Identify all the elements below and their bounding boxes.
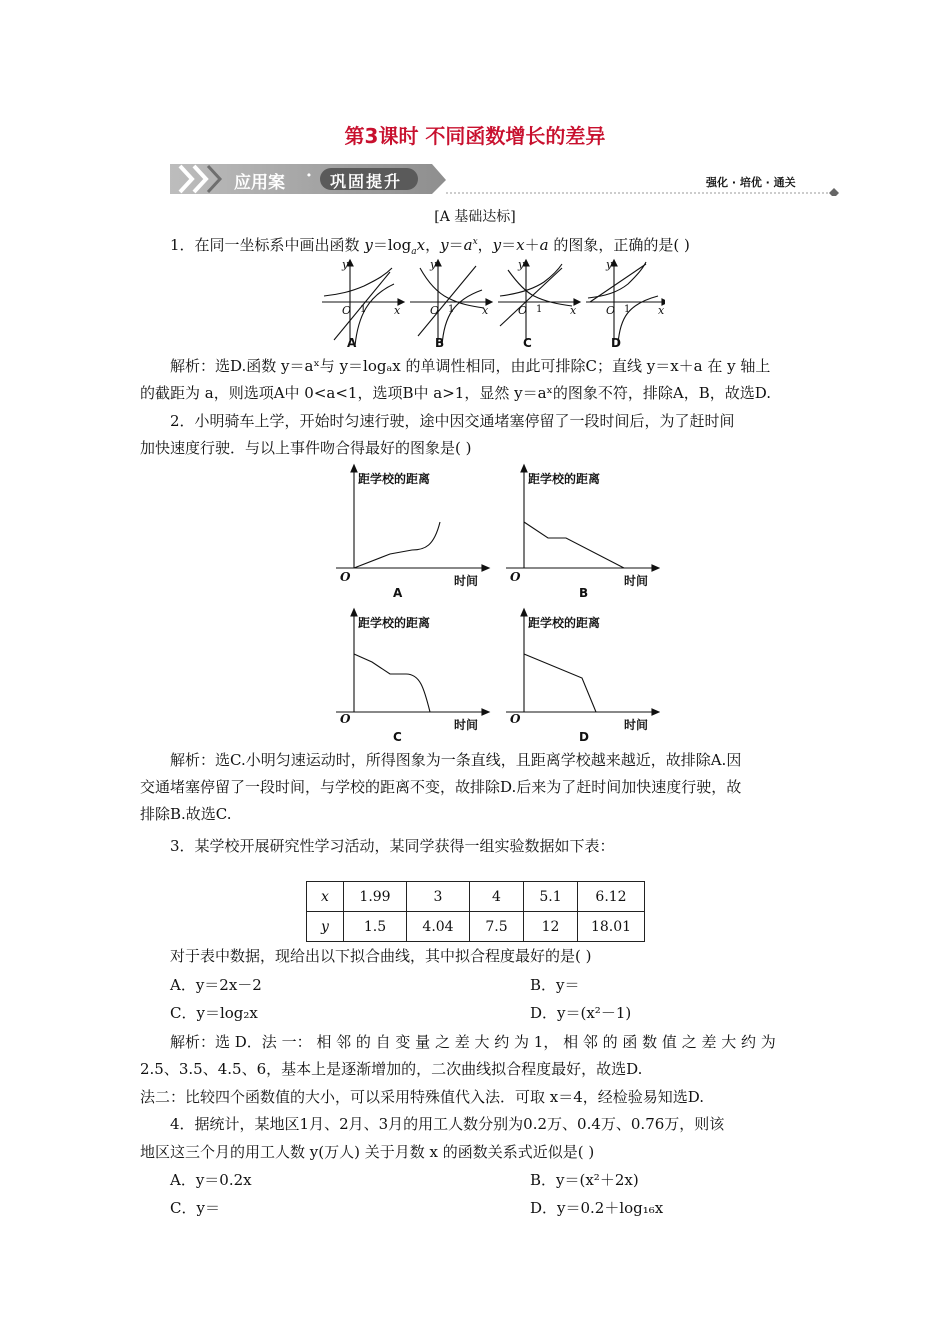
q1-var: x bbox=[516, 236, 525, 254]
q2-graphs bbox=[330, 460, 660, 750]
q4-option-d: D．y＝0.2＋log₁₆x bbox=[530, 1199, 664, 1217]
table-cell: 1.5 bbox=[344, 912, 407, 942]
q1b-y-label: y bbox=[430, 258, 437, 271]
q1-var: y bbox=[440, 236, 449, 254]
q4-option-c: C．y＝ bbox=[170, 1199, 220, 1217]
banner-left-text: 应用案 bbox=[234, 173, 285, 193]
q1-log: ＝log bbox=[372, 236, 412, 254]
q2-stem-line1: 2．小明骑车上学，开始时匀速行驶，途中因交通堵塞停留了一段时间后，为了赶时间 bbox=[170, 412, 735, 430]
section-banner bbox=[170, 160, 840, 196]
q1d-y-label: y bbox=[606, 258, 613, 271]
q1a-x-label: x bbox=[394, 304, 401, 317]
q4-option-a: A．y＝0.2x bbox=[170, 1171, 252, 1189]
q2d-y-label: 距学校的距离 bbox=[528, 616, 601, 630]
table-cell: 4 bbox=[470, 882, 524, 912]
table-cell: 18.01 bbox=[578, 912, 645, 942]
q1-eq: ＝ bbox=[448, 236, 464, 254]
q2-solution-line3: 排除B.故选C. bbox=[140, 805, 232, 823]
q1d-x-label: x bbox=[658, 304, 665, 317]
q1b-origin: O bbox=[430, 304, 440, 317]
q1b-one: 1 bbox=[448, 304, 455, 315]
q3-question: 对于表中数据，现给出以下拟合曲线，其中拟合程度最好的是( ) bbox=[170, 947, 592, 965]
q1c-one: 1 bbox=[536, 304, 543, 315]
table-cell: 5.1 bbox=[524, 882, 578, 912]
q3-option-c: C．y＝log₂x bbox=[170, 1004, 258, 1022]
q1-option-b: B bbox=[435, 336, 445, 350]
q1-solution-line2: 的截距为 a，则选项A中 0<a<1，选项B中 a>1，显然 y＝aˣ的图象不符，排除A，B，故选D. bbox=[140, 384, 771, 402]
q3-option-a: A．y＝2x－2 bbox=[170, 976, 262, 994]
q2c-x-label: 时间 bbox=[454, 718, 479, 732]
q1-solution-line1: 解析：选D.函数 y＝aˣ与 y＝logₐx 的单调性相同，由此可排除C；直线 y＝x＋a 在 y 轴上 bbox=[170, 357, 771, 375]
table-cell: 1.99 bbox=[344, 882, 407, 912]
q2d-origin: O bbox=[510, 712, 521, 726]
q1-plus: ＋ bbox=[524, 236, 540, 254]
q1c-y-label: y bbox=[518, 258, 525, 271]
q3-solution-line1: 解析：选 D．法 一： 相 邻 的 自 变 量 之 差 大 约 为 1， 相 邻 的 函 数 值 之 差 大 约 为 bbox=[170, 1033, 776, 1051]
q3-solution-line3: 法二：比较四个函数值的大小，可以采用特殊值代入法．可取 x＝4，经检验易知选D. bbox=[140, 1088, 705, 1106]
table-cell: 3 bbox=[407, 882, 470, 912]
q4-stem-line1: 4．据统计，某地区1月、2月、3月的用工人数分别为0.2万、0.4万、0.76万，则该 bbox=[170, 1115, 725, 1133]
q2a-origin: O bbox=[340, 570, 351, 584]
table-cell: 12 bbox=[524, 912, 578, 942]
table-cell: x bbox=[307, 882, 344, 912]
q1-var: x bbox=[416, 236, 426, 254]
q2-option-d: D bbox=[579, 730, 589, 744]
q2d-x-label: 时间 bbox=[624, 718, 649, 732]
q2c-y-label: 距学校的距离 bbox=[358, 616, 431, 630]
q1-stem-text: 1．在同一坐标系中画出函数 bbox=[170, 236, 365, 254]
q1b-x-label: x bbox=[482, 304, 489, 317]
table-cell: 6.12 bbox=[578, 882, 645, 912]
q3-stem: 3．某学校开展研究性学习活动，某同学获得一组实验数据如下表： bbox=[170, 837, 615, 855]
q2a-y-label: 距学校的距离 bbox=[358, 472, 431, 486]
q1-base: a bbox=[411, 247, 417, 257]
q4-stem-line2: 地区这三个月的用工人数 y(万人) 关于月数 x 的函数关系式近似是( ) bbox=[140, 1143, 595, 1161]
q1c-x-label: x bbox=[570, 304, 577, 317]
q2-solution-line1: 解析：选C.小明匀速运动时，所得图象为一条直线，且距离学校越来越近，故排除A.因 bbox=[170, 751, 742, 769]
q2-graphs-svg bbox=[330, 460, 660, 750]
q4-option-b: B．y＝(x²＋2x) bbox=[530, 1171, 639, 1189]
q2-option-c: C bbox=[393, 730, 402, 744]
q3-option-d: D．y＝(x²－1) bbox=[530, 1004, 632, 1022]
q1-eq: ＝ bbox=[501, 236, 517, 254]
q1-option-a: A bbox=[347, 336, 357, 350]
q1-option-c: C bbox=[523, 336, 532, 350]
table-cell: 4.04 bbox=[407, 912, 470, 942]
q1-comma: ， bbox=[477, 236, 493, 254]
q3-option-b: B．y＝ bbox=[530, 976, 580, 994]
table-cell: y bbox=[307, 912, 344, 942]
q1-stem-end: 的图象，正确的是( ) bbox=[548, 236, 690, 254]
banner-highlight: 巩固提升 bbox=[330, 172, 403, 191]
q2b-origin: O bbox=[510, 570, 521, 584]
q2-option-b: B bbox=[579, 586, 589, 600]
q1-comma: ， bbox=[425, 236, 441, 254]
q2-stem-line2: 加快速度行驶．与以上事件吻合得最好的图象是( ) bbox=[140, 439, 472, 457]
q2a-x-label: 时间 bbox=[454, 574, 479, 588]
banner-dot: · bbox=[306, 166, 312, 186]
q1-var: y bbox=[364, 236, 373, 254]
q1-option-d: D bbox=[611, 336, 621, 350]
q3-solution-line2: 2.5、3.5、4.5、6，基本上是逐渐增加的，二次曲线拟合程度最好，故选D. bbox=[140, 1060, 643, 1078]
table-cell: 7.5 bbox=[470, 912, 524, 942]
q2b-x-label: 时间 bbox=[624, 574, 649, 588]
q3-data-table bbox=[306, 881, 645, 942]
q1-var: a bbox=[463, 236, 473, 254]
q1a-y-label: y bbox=[342, 258, 349, 271]
section-label: [A 基础达标] bbox=[434, 209, 516, 225]
q1-graphs bbox=[320, 256, 665, 352]
q1a-one: 1 bbox=[360, 304, 367, 315]
q2c-origin: O bbox=[340, 712, 351, 726]
q2-solution-line2: 交通堵塞停留了一段时间，与学校的距离不变，故排除D.后来为了赶时间加快速度行驶，故 bbox=[140, 778, 742, 796]
q1a-origin: O bbox=[342, 304, 352, 317]
banner-right-text: 强化 · 培优 · 通关 bbox=[706, 176, 796, 189]
q2b-y-label: 距学校的距离 bbox=[528, 472, 601, 486]
q1-var: y bbox=[492, 236, 502, 254]
q1-var: a bbox=[539, 236, 549, 254]
q1d-origin: O bbox=[606, 304, 616, 317]
table-row bbox=[307, 912, 645, 942]
q1-exp: x bbox=[472, 237, 478, 247]
table-row bbox=[307, 882, 645, 912]
q1d-one: 1 bbox=[624, 304, 631, 315]
page-title: 第3课时 不同函数增长的差异 bbox=[344, 124, 606, 148]
q1c-origin: O bbox=[518, 304, 528, 317]
q2-option-a: A bbox=[393, 586, 403, 600]
